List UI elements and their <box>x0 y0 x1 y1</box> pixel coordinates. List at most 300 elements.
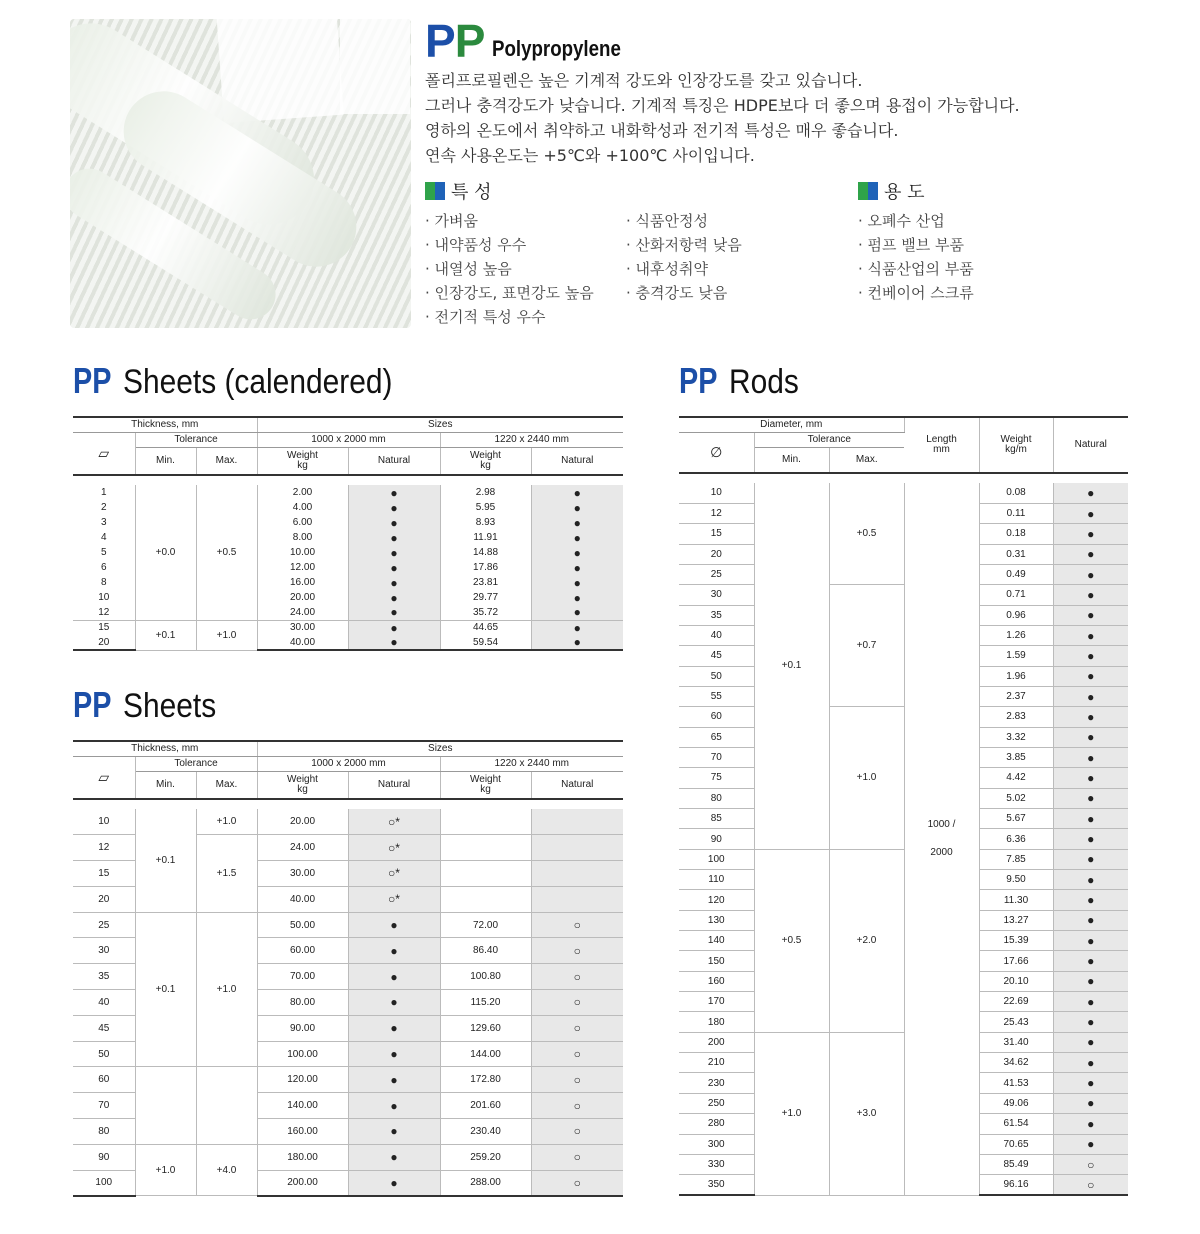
natural-cell: ○* <box>348 861 440 887</box>
natural-cell: ● <box>1053 951 1128 971</box>
intro-line: 영하의 온도에서 취약하고 내화학성과 전기적 특성은 매우 좋습니다. <box>425 121 899 140</box>
thickness-symbol-icon: ⏥ <box>73 756 135 799</box>
natural-cell: ● <box>1053 564 1128 584</box>
weight-cell: 49.06 <box>979 1093 1053 1113</box>
header-row <box>73 756 623 771</box>
natural-cell: ● <box>531 500 623 515</box>
natural-cell <box>531 835 623 861</box>
weight-cell: 20.10 <box>979 971 1053 991</box>
natural-cell: ● <box>1053 686 1128 706</box>
tol-max-cell: +1.0 <box>196 620 257 650</box>
diameter-cell: 100 <box>679 849 754 869</box>
tol-max-cell: +0.7 <box>829 585 904 707</box>
weight-cell <box>440 886 531 912</box>
weight-cell: 35.72 <box>440 605 531 620</box>
weight-cell: 40.00 <box>257 635 348 650</box>
diameter-symbol-icon: ∅ <box>679 432 754 473</box>
intro-title <box>425 15 1165 67</box>
weight-cell <box>440 861 531 887</box>
diameter-cell: 80 <box>679 788 754 808</box>
natural-cell: ● <box>1053 910 1128 930</box>
uses-list <box>858 209 974 305</box>
diameter-cell: 20 <box>679 544 754 564</box>
thickness-cell: 50 <box>73 1041 135 1067</box>
weight-cell: 7.85 <box>979 849 1053 869</box>
square-bullet-icon <box>425 182 445 200</box>
weight-cell: 44.65 <box>440 620 531 635</box>
min-header: Min. <box>135 771 196 799</box>
natural-cell: ● <box>348 912 440 938</box>
weight-cell: 1.96 <box>979 666 1053 686</box>
diameter-cell: 250 <box>679 1093 754 1113</box>
weight-cell: 8.93 <box>440 515 531 530</box>
section-title-text: Rods <box>729 363 799 401</box>
tol-max-cell: +2.0 <box>829 849 904 1032</box>
thickness-cell: 30 <box>73 938 135 964</box>
weight-cell: 0.31 <box>979 544 1053 564</box>
natural-cell: ● <box>1053 707 1128 727</box>
diameter-cell: 65 <box>679 727 754 747</box>
table-row <box>679 849 1128 869</box>
weight-cell: 100.00 <box>257 1041 348 1067</box>
section-title-text: Sheets <box>123 687 217 725</box>
natural-cell: ● <box>348 1093 440 1119</box>
weight-cell: 29.77 <box>440 590 531 605</box>
calendered-table <box>73 416 623 651</box>
uses-heading <box>858 178 925 204</box>
weight-cell: 24.00 <box>257 605 348 620</box>
natural-cell: ● <box>348 990 440 1016</box>
header-row <box>73 447 623 475</box>
natural-cell: ● <box>531 485 623 500</box>
tol-max-cell: +0.5 <box>196 485 257 620</box>
weight-label: Weight <box>470 773 501 785</box>
diameter-cell: 280 <box>679 1114 754 1134</box>
feature-item: · 인장강도, 표면강도 높음 <box>425 284 594 302</box>
natural-cell <box>531 861 623 887</box>
tol-max-cell: +1.0 <box>196 809 257 835</box>
tolerance-header: Tolerance <box>135 432 257 447</box>
use-item: · 펌프 밸브 부품 <box>858 236 965 254</box>
natural-cell: ● <box>348 1067 440 1093</box>
product-photo <box>70 19 411 328</box>
weight-cell: 200.00 <box>257 1170 348 1196</box>
natural-cell: ● <box>1053 544 1128 564</box>
diameter-cell: 12 <box>679 503 754 523</box>
natural-header: Natural <box>531 771 623 799</box>
table-row <box>679 1032 1128 1052</box>
weight-cell: 3.32 <box>979 727 1053 747</box>
natural-cell: ● <box>1053 1032 1128 1052</box>
natural-cell: ● <box>1053 727 1128 747</box>
calendered-title <box>73 360 429 402</box>
diameter-cell: 55 <box>679 686 754 706</box>
natural-cell: ● <box>348 485 440 500</box>
tol-min-cell: +0.5 <box>754 849 829 1032</box>
natural-cell: ● <box>1053 625 1128 645</box>
natural-cell: ● <box>1053 666 1128 686</box>
natural-cell: ○ <box>531 1015 623 1041</box>
use-item: · 컨베이어 스크류 <box>858 284 974 302</box>
natural-header: Natural <box>1053 417 1128 473</box>
natural-cell: ● <box>1053 605 1128 625</box>
natural-cell: ● <box>531 545 623 560</box>
diameter-cell: 10 <box>679 483 754 503</box>
features-heading <box>425 178 492 204</box>
feature-item: · 식품안정성 <box>626 212 708 230</box>
natural-cell: ● <box>348 530 440 545</box>
thickness-header: Thickness, mm <box>73 417 257 432</box>
weight-cell: 144.00 <box>440 1041 531 1067</box>
spacer-row <box>73 799 623 809</box>
thickness-cell: 60 <box>73 1067 135 1093</box>
natural-cell: ● <box>1053 1053 1128 1073</box>
length-cell <box>904 483 979 1195</box>
weight-cell: 0.18 <box>979 524 1053 544</box>
section-pp-label: PP <box>679 360 718 401</box>
weight-cell: 2.00 <box>257 485 348 500</box>
intro-line: 폴리프로필렌은 높은 기계적 강도와 인장강도를 갖고 있습니다. <box>425 71 863 90</box>
diameter-cell: 110 <box>679 870 754 890</box>
natural-cell: ● <box>348 635 440 650</box>
natural-cell: ● <box>1053 1134 1128 1154</box>
weight-cell: 129.60 <box>440 1015 531 1041</box>
weight-cell: 9.50 <box>979 870 1053 890</box>
weight-cell: 288.00 <box>440 1170 531 1196</box>
diameter-cell: 30 <box>679 585 754 605</box>
feature-item: · 충격강도 낮음 <box>626 284 728 302</box>
table-row <box>679 707 1128 727</box>
weight-cell: 120.00 <box>257 1067 348 1093</box>
thickness-cell: 90 <box>73 1144 135 1170</box>
diameter-cell: 230 <box>679 1073 754 1093</box>
diameter-cell: 120 <box>679 890 754 910</box>
diameter-cell: 150 <box>679 951 754 971</box>
natural-cell: ● <box>1053 992 1128 1012</box>
natural-header: Natural <box>348 447 440 475</box>
thickness-cell: 15 <box>73 861 135 887</box>
weight-cell: 230.40 <box>440 1119 531 1145</box>
header-row <box>73 771 623 799</box>
spacer-cell <box>679 473 1128 483</box>
weight-cell: 30.00 <box>257 861 348 887</box>
natural-cell: ● <box>348 590 440 605</box>
natural-cell: ● <box>348 1119 440 1145</box>
weight-cell: 8.00 <box>257 530 348 545</box>
diameter-header: Diameter, mm <box>679 417 904 432</box>
natural-cell: ○ <box>531 912 623 938</box>
weight-cell: 3.85 <box>979 747 1053 767</box>
weight-cell: 160.00 <box>257 1119 348 1145</box>
weight-cell: 41.53 <box>979 1073 1053 1093</box>
natural-cell: ● <box>1053 646 1128 666</box>
weight-cell: 22.69 <box>979 992 1053 1012</box>
weight-cell: 1.59 <box>979 646 1053 666</box>
tol-max-cell: +4.0 <box>196 1144 257 1196</box>
natural-cell: ● <box>531 590 623 605</box>
weight-cell: 4.42 <box>979 768 1053 788</box>
weight-cell: 90.00 <box>257 1015 348 1041</box>
natural-cell: ● <box>348 1144 440 1170</box>
natural-cell: ○ <box>1053 1154 1128 1174</box>
diameter-cell: 300 <box>679 1134 754 1154</box>
table-row <box>73 620 623 635</box>
size2-header: 1220 x 2440 mm <box>440 432 623 447</box>
diameter-cell: 15 <box>679 524 754 544</box>
spacer-row <box>679 473 1128 483</box>
mm-label: mm <box>933 444 950 455</box>
weight-header <box>979 417 1053 473</box>
thickness-cell: 15 <box>73 620 135 635</box>
natural-cell: ● <box>348 964 440 990</box>
natural-cell: ● <box>1053 1073 1128 1093</box>
weight-cell: 180.00 <box>257 1144 348 1170</box>
weight-cell: 50.00 <box>257 912 348 938</box>
thickness-cell: 25 <box>73 912 135 938</box>
tol-min-cell: +0.1 <box>135 620 196 650</box>
features-title: 특 성 <box>451 182 492 203</box>
intro-description <box>425 68 1165 168</box>
natural-cell: ● <box>1053 849 1128 869</box>
natural-cell: ● <box>531 620 623 635</box>
weight-cell: 70.65 <box>979 1134 1053 1154</box>
weight-cell: 24.00 <box>257 835 348 861</box>
natural-cell: ● <box>531 575 623 590</box>
sheets-title <box>73 684 229 726</box>
min-header: Min. <box>754 447 829 473</box>
diameter-cell: 45 <box>679 646 754 666</box>
weight-cell: 0.08 <box>979 483 1053 503</box>
weight-cell: 10.00 <box>257 545 348 560</box>
kg-label: kg <box>297 783 308 795</box>
size1-header: 1000 x 2000 mm <box>257 432 440 447</box>
natural-cell <box>531 809 623 835</box>
diameter-cell: 25 <box>679 564 754 584</box>
diameter-cell: 200 <box>679 1032 754 1052</box>
natural-cell: ● <box>348 1170 440 1196</box>
weight-cell: 259.20 <box>440 1144 531 1170</box>
tol-min-cell: +1.0 <box>135 1144 196 1196</box>
diameter-cell: 350 <box>679 1175 754 1195</box>
features-list-2 <box>626 209 742 305</box>
rods-table <box>679 416 1128 1196</box>
natural-cell: ● <box>531 605 623 620</box>
thickness-cell: 3 <box>73 515 135 530</box>
weight-cell: 60.00 <box>257 938 348 964</box>
diameter-cell: 50 <box>679 666 754 686</box>
weight-cell: 6.36 <box>979 829 1053 849</box>
natural-header: Natural <box>348 771 440 799</box>
thickness-cell: 20 <box>73 886 135 912</box>
tol-max-cell: +1.0 <box>196 912 257 1067</box>
weight-label: Weight <box>287 773 318 785</box>
natural-cell: ● <box>531 530 623 545</box>
natural-cell: ● <box>1053 829 1128 849</box>
natural-cell: ● <box>348 500 440 515</box>
diameter-cell: 85 <box>679 809 754 829</box>
size1-header: 1000 x 2000 mm <box>257 756 440 771</box>
intro-subtitle: Polypropylene <box>492 36 622 61</box>
diameter-cell: 40 <box>679 625 754 645</box>
table-row <box>73 1144 623 1170</box>
weight-cell: 2.37 <box>979 686 1053 706</box>
natural-cell: ○ <box>531 1093 623 1119</box>
spacer-cell <box>73 799 623 809</box>
natural-cell: ○ <box>531 1067 623 1093</box>
pp-logo: PP <box>425 15 485 67</box>
table-row <box>73 485 623 500</box>
weight-label: Weight <box>287 449 318 461</box>
natural-cell: ● <box>348 620 440 635</box>
natural-cell: ● <box>1053 1114 1128 1134</box>
feature-item: · 내후성취약 <box>626 260 708 278</box>
tol-max-cell <box>196 1067 257 1144</box>
natural-cell: ● <box>531 560 623 575</box>
tol-max-cell: +1.0 <box>829 707 904 849</box>
weight-cell: 40.00 <box>257 886 348 912</box>
header-row <box>679 417 1128 432</box>
natural-cell: ● <box>1053 585 1128 605</box>
weight-cell: 140.00 <box>257 1093 348 1119</box>
weight-cell: 25.43 <box>979 1012 1053 1032</box>
weight-header <box>440 447 531 475</box>
weight-cell: 2.98 <box>440 485 531 500</box>
weight-cell: 96.16 <box>979 1175 1053 1195</box>
thickness-cell: 70 <box>73 1093 135 1119</box>
max-header: Max. <box>829 447 904 473</box>
natural-cell: ● <box>348 560 440 575</box>
thickness-cell: 6 <box>73 560 135 575</box>
feature-item: · 전기적 특성 우수 <box>425 308 546 326</box>
weight-cell: 80.00 <box>257 990 348 1016</box>
natural-cell: ● <box>1053 788 1128 808</box>
thickness-cell: 5 <box>73 545 135 560</box>
weight-cell: 100.80 <box>440 964 531 990</box>
natural-cell: ● <box>1053 870 1128 890</box>
header-row <box>73 432 623 447</box>
weight-cell: 0.49 <box>979 564 1053 584</box>
kg-label: kg <box>480 783 491 795</box>
min-header: Min. <box>135 447 196 475</box>
kgm-label: kg/m <box>1005 444 1027 455</box>
weight-cell: 4.00 <box>257 500 348 515</box>
natural-cell: ● <box>531 515 623 530</box>
length-line: 2000 <box>930 846 953 858</box>
natural-cell: ● <box>1053 503 1128 523</box>
weight-cell: 20.00 <box>257 590 348 605</box>
tol-min-cell: +0.1 <box>135 809 196 912</box>
natural-cell: ● <box>1053 890 1128 910</box>
weight-cell: 5.95 <box>440 500 531 515</box>
tol-max-cell: +1.5 <box>196 835 257 912</box>
weight-cell: 1.26 <box>979 625 1053 645</box>
feature-item: · 내열성 높음 <box>425 260 512 278</box>
weight-cell: 0.96 <box>979 605 1053 625</box>
weight-cell: 6.00 <box>257 515 348 530</box>
thickness-cell: 45 <box>73 1015 135 1041</box>
section-pp-label: PP <box>73 360 112 401</box>
natural-cell: ● <box>1053 483 1128 503</box>
length-header <box>904 417 979 473</box>
sizes-header: Sizes <box>257 741 623 756</box>
weight-cell: 86.40 <box>440 938 531 964</box>
thickness-cell: 35 <box>73 964 135 990</box>
intro-line: 그러나 충격강도가 낮습니다. 기계적 특징은 HDPE보다 더 좋으며 용접이 가능합니다. <box>425 96 1020 115</box>
weight-cell: 0.11 <box>979 503 1053 523</box>
diameter-cell: 210 <box>679 1053 754 1073</box>
tol-min-cell: +0.1 <box>135 912 196 1067</box>
thickness-cell: 12 <box>73 835 135 861</box>
size2-header: 1220 x 2440 mm <box>440 756 623 771</box>
weight-cell: 15.39 <box>979 931 1053 951</box>
weight-cell: 17.86 <box>440 560 531 575</box>
length-label: Length <box>926 434 957 445</box>
natural-cell: ● <box>1053 747 1128 767</box>
natural-cell: ● <box>348 1015 440 1041</box>
max-header: Max. <box>196 771 257 799</box>
natural-cell: ● <box>348 605 440 620</box>
thickness-cell: 80 <box>73 1119 135 1145</box>
section-title-text: Sheets (calendered) <box>123 363 393 401</box>
table-row <box>679 483 1128 503</box>
table-row <box>73 809 623 835</box>
section-pp-label: PP <box>73 684 112 725</box>
intro-line: 연속 사용온도는 +5℃와 +100℃ 사이입니다. <box>425 146 755 165</box>
weight-cell: 2.83 <box>979 707 1053 727</box>
table-row <box>679 585 1128 605</box>
weight-cell: 85.49 <box>979 1154 1053 1174</box>
tol-max-cell: +3.0 <box>829 1032 904 1195</box>
thickness-header: Thickness, mm <box>73 741 257 756</box>
weight-cell: 115.20 <box>440 990 531 1016</box>
weight-cell: 61.54 <box>979 1114 1053 1134</box>
natural-cell: ○ <box>531 938 623 964</box>
tol-max-cell: +0.5 <box>829 483 904 585</box>
thickness-cell: 1 <box>73 485 135 500</box>
natural-cell: ● <box>1053 809 1128 829</box>
length-line: 1000 / <box>927 818 956 830</box>
diameter-cell: 160 <box>679 971 754 991</box>
square-bullet-icon <box>858 182 878 200</box>
diameter-cell: 180 <box>679 1012 754 1032</box>
spacer-cell <box>73 475 623 485</box>
table-row <box>73 1067 623 1093</box>
thickness-symbol-icon: ⏥ <box>73 432 135 475</box>
natural-cell: ● <box>348 575 440 590</box>
kg-label: kg <box>480 459 491 471</box>
weight-cell: 12.00 <box>257 560 348 575</box>
diameter-cell: 140 <box>679 931 754 951</box>
weight-cell: 11.30 <box>979 890 1053 910</box>
natural-cell: ○ <box>531 1041 623 1067</box>
natural-cell: ● <box>1053 931 1128 951</box>
weight-cell <box>440 809 531 835</box>
diameter-cell: 330 <box>679 1154 754 1174</box>
natural-cell <box>531 886 623 912</box>
natural-cell: ○ <box>531 964 623 990</box>
weight-header <box>257 771 348 799</box>
thickness-cell: 10 <box>73 809 135 835</box>
weight-cell: 59.54 <box>440 635 531 650</box>
weight-label: Weight <box>1000 434 1032 445</box>
thickness-cell: 10 <box>73 590 135 605</box>
weight-cell: 5.02 <box>979 788 1053 808</box>
thickness-cell: 8 <box>73 575 135 590</box>
diameter-cell: 130 <box>679 910 754 930</box>
weight-cell: 34.62 <box>979 1053 1053 1073</box>
max-header: Max. <box>196 447 257 475</box>
kg-label: kg <box>297 459 308 471</box>
